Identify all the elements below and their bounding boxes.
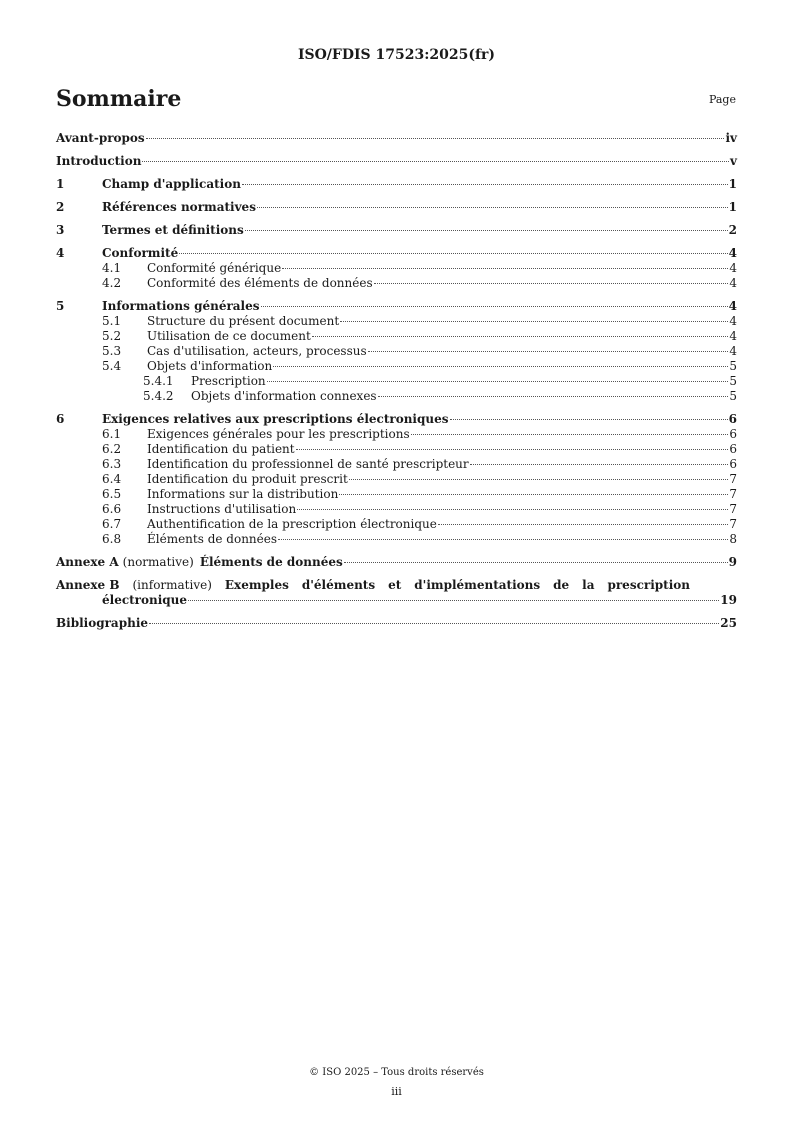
- toc-page: 4: [729, 329, 737, 343]
- toc-page: 7: [729, 502, 737, 516]
- toc-number: 6.7: [102, 517, 122, 531]
- toc-entry-6[interactable]: [56, 412, 737, 427]
- toc-number: 5.3: [102, 344, 122, 358]
- toc-title: Exigences relatives aux prescriptions électroniques: [102, 412, 449, 426]
- toc-entry-annex-a[interactable]: [56, 555, 737, 570]
- toc-number: 4.1: [102, 261, 122, 275]
- toc-number: 4: [56, 246, 65, 260]
- toc-page: 5: [729, 389, 737, 403]
- dot-leader: [340, 321, 728, 322]
- toc-number: 6.4: [102, 472, 122, 486]
- toc-title: Références normatives: [102, 200, 256, 214]
- toc-title: Informations générales: [102, 299, 260, 313]
- toc-number: 6.5: [102, 487, 122, 501]
- dot-leader: [368, 351, 729, 352]
- annex-title-word: d'éléments: [301, 578, 376, 592]
- toc-title: Bibliographie: [56, 616, 149, 630]
- toc-page: 6: [729, 457, 737, 471]
- toc-title: Objets d'information connexes: [191, 389, 377, 403]
- toc-number: 3: [56, 223, 65, 237]
- toc-entry-6-3[interactable]: [56, 457, 737, 472]
- toc-number: 6.2: [102, 442, 122, 456]
- annex-b-first-line: [56, 578, 690, 593]
- dot-leader: [245, 230, 728, 231]
- toc-title: électronique: [102, 593, 188, 607]
- toc-entry-5-3[interactable]: [56, 344, 737, 359]
- annex-title-word: de: [553, 578, 570, 592]
- toc-page: 6: [728, 412, 737, 426]
- toc-entry-5-4[interactable]: [56, 359, 737, 374]
- toc-page: 5: [729, 359, 737, 373]
- toc-number: 6.1: [102, 427, 122, 441]
- dot-leader: [296, 449, 729, 450]
- annex-title-word: et: [388, 578, 402, 592]
- toc-title: Prescription: [191, 374, 266, 388]
- toc-number: 6.6: [102, 502, 122, 516]
- dot-leader: [273, 366, 728, 367]
- toc-title: Identification du patient: [147, 442, 295, 456]
- annex-title-word: Exemples: [224, 578, 289, 592]
- annex-kind: (normative): [122, 555, 194, 569]
- toc-page: 5: [729, 374, 737, 388]
- dot-leader: [339, 494, 728, 495]
- dot-leader: [344, 562, 728, 563]
- toc-page: 4: [729, 261, 737, 275]
- toc-number: 5.4: [102, 359, 122, 373]
- toc-entry-4-1[interactable]: [56, 261, 737, 276]
- dot-leader: [142, 161, 729, 162]
- dot-leader: [179, 253, 727, 254]
- toc-entry-1[interactable]: [56, 177, 737, 192]
- toc-title: Champ d'application: [102, 177, 241, 191]
- toc-title: Instructions d'utilisation: [147, 502, 297, 516]
- toc-page: 25: [720, 616, 737, 630]
- toc-entry-4-2[interactable]: [56, 276, 737, 291]
- toc-title: Avant-propos: [56, 131, 145, 145]
- toc-entry-5[interactable]: [56, 299, 737, 314]
- toc-page: 1: [728, 200, 737, 214]
- table-of-contents: [56, 131, 737, 631]
- toc-number: 1: [56, 177, 65, 191]
- toc-entry-6-2[interactable]: [56, 442, 737, 457]
- toc-page: 19: [720, 593, 737, 607]
- toc-entry-avant-propos[interactable]: [56, 131, 737, 146]
- annex-title-word: prescription: [607, 578, 690, 592]
- dot-leader: [349, 479, 729, 480]
- toc-number: 6.8: [102, 532, 122, 546]
- toc-page: 7: [729, 487, 737, 501]
- toc-page: 1: [728, 177, 737, 191]
- toc-page: 7: [729, 517, 737, 531]
- toc-number: 5.2: [102, 329, 122, 343]
- toc-number: 4.2: [102, 276, 122, 290]
- annex-label: Annexe B: [56, 578, 120, 592]
- toc-number: 5.4.2: [143, 389, 174, 403]
- annex-b-second-line: [56, 593, 737, 608]
- toc-number: 6: [56, 412, 65, 426]
- toc-page: iv: [725, 131, 737, 145]
- toc-entry-6-6[interactable]: [56, 502, 737, 517]
- toc-page: 4: [729, 276, 737, 290]
- dot-leader: [188, 600, 719, 601]
- toc-title: Structure du présent document: [147, 314, 340, 328]
- dot-leader: [438, 524, 729, 525]
- copyright-footer: © ISO 2025 – Tous droits réservés: [309, 1067, 484, 1078]
- toc-title: Termes et définitions: [102, 223, 244, 237]
- annex-title-word: la: [582, 578, 595, 592]
- annex-label: Annexe A: [56, 555, 119, 569]
- page-title: Sommaire: [56, 86, 182, 112]
- toc-number: 5.1: [102, 314, 122, 328]
- dot-leader: [282, 268, 728, 269]
- toc-title: Conformité des éléments de données: [147, 276, 373, 290]
- toc-title: Informations sur la distribution: [147, 487, 339, 501]
- dot-leader: [257, 207, 728, 208]
- page-number: iii: [391, 1085, 402, 1098]
- dot-leader: [149, 623, 719, 624]
- toc-entry-5-1[interactable]: [56, 314, 737, 329]
- toc-entry-6-4[interactable]: [56, 472, 737, 487]
- toc-number: 2: [56, 200, 65, 214]
- dot-leader: [278, 539, 728, 540]
- toc-number: 6.3: [102, 457, 122, 471]
- toc-page: 6: [729, 442, 737, 456]
- toc-entry-4[interactable]: [56, 246, 737, 261]
- toc-page: 4: [728, 246, 737, 260]
- toc-title: Objets d'information: [147, 359, 273, 373]
- dot-leader: [297, 509, 728, 510]
- toc-title: Authentification de la prescription électronique: [147, 517, 437, 531]
- toc-page: 7: [729, 472, 737, 486]
- toc-title: Identification du produit prescrit: [147, 472, 348, 486]
- toc-page: 4: [729, 344, 737, 358]
- toc-entry-5-4-1[interactable]: [56, 374, 737, 389]
- toc-number: 5.4.1: [143, 374, 174, 388]
- dot-leader: [261, 306, 728, 307]
- toc-page: 6: [729, 427, 737, 441]
- toc-page: 4: [729, 314, 737, 328]
- toc-page: v: [730, 154, 737, 168]
- toc-title: Conformité générique: [147, 261, 282, 275]
- toc-title: Introduction: [56, 154, 142, 168]
- toc-title: Éléments de données: [147, 532, 278, 546]
- toc-page: 9: [728, 555, 737, 569]
- toc-entry-annex-b[interactable]: [56, 578, 737, 608]
- toc-title: Exigences générales pour les prescriptions: [147, 427, 410, 441]
- toc-entry-5-2[interactable]: [56, 329, 737, 344]
- annex-kind: (informative): [132, 578, 212, 592]
- toc-title: Cas d'utilisation, acteurs, processus: [147, 344, 367, 358]
- dot-leader: [242, 184, 728, 185]
- dot-leader: [378, 396, 729, 397]
- annex-title-word: d'implémentations: [414, 578, 541, 592]
- toc-title: Utilisation de ce document: [147, 329, 311, 343]
- toc-title: Identification du professionnel de santé prescripteur: [147, 457, 469, 471]
- toc-entry-6-5[interactable]: [56, 487, 737, 502]
- toc-entry-6-8[interactable]: [56, 532, 737, 547]
- toc-title: Éléments de données: [199, 555, 343, 569]
- toc-entry-2[interactable]: [56, 200, 737, 215]
- toc-entry-introduction[interactable]: [56, 154, 737, 169]
- toc-title: Conformité: [102, 246, 179, 260]
- toc-entry-bibliographie[interactable]: [56, 616, 737, 631]
- dot-leader: [450, 419, 728, 420]
- toc-page: 2: [728, 223, 737, 237]
- toc-number: 5: [56, 299, 65, 313]
- dot-leader: [374, 283, 729, 284]
- toc-entry-6-1[interactable]: [56, 427, 737, 442]
- document-header: ISO/FDIS 17523:2025(fr): [297, 47, 496, 63]
- dot-leader: [267, 381, 729, 382]
- toc-entry-6-7[interactable]: [56, 517, 737, 532]
- dot-leader: [411, 434, 729, 435]
- toc-page: 4: [728, 299, 737, 313]
- dot-leader: [312, 336, 729, 337]
- toc-page: 8: [729, 532, 737, 546]
- dot-leader: [146, 138, 725, 139]
- dot-leader: [470, 464, 729, 465]
- page-column-label: Page: [708, 93, 736, 106]
- toc-entry-5-4-2[interactable]: [56, 389, 737, 404]
- toc-entry-3[interactable]: [56, 223, 737, 238]
